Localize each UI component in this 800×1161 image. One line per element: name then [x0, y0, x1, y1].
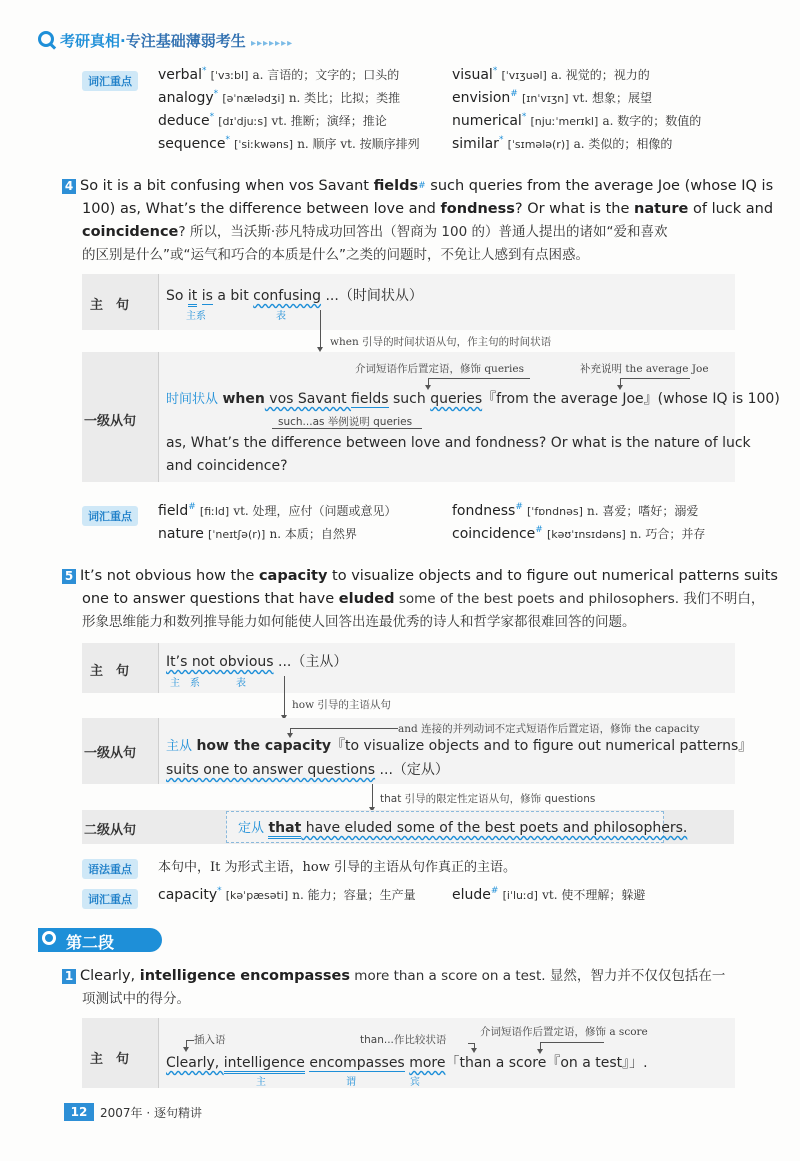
sentence-4: 4 So it is a bit confusing when vos Savant fields# such queries from the average Joe (whose IQ is 100) as, What’s the difference between love and fondness? Or what is the nature of luck and coincidence? 所以，当沃斯·莎凡特成功回答出（智商为 100 的）普通人提出的诸如“爱和喜欢 的区别是什么”或“运气和巧合的本质是什么”之类的问题时，不免让人感到有点困惑。 — [62, 175, 752, 267]
section-title: 第二段 — [38, 928, 162, 952]
level1-clause-label: 一级从句 — [84, 414, 137, 429]
vocab-item: fondness# [ˈfɒndnəs] n. 喜爱；嗜好；溺爱 — [452, 502, 699, 519]
note-that: that 引导的限定性定语从句，修饰 questions — [380, 793, 596, 805]
vocab-badge: 词汇重点 — [82, 888, 138, 909]
main-sub-label: 主 — [256, 1077, 266, 1088]
vocab-item: verbal* [ˈvɜːbl] a. 言语的；文字的；口头的 — [158, 66, 400, 83]
vocab-item: capacity* [kəˈpæsəti] n. 能力；容量；生产量 — [158, 886, 416, 903]
main-sub-label: 主系 — [186, 311, 206, 322]
note-than: than...作比较状语 — [360, 1034, 447, 1046]
main-sub-label: 宾 — [410, 1077, 420, 1088]
vocab-item: elude# [iˈluːd] vt. 使不理解；躲避 — [452, 886, 646, 903]
vocab-item: deduce* [dɪˈdjuːs] vt. 推断；演绎；推论 — [158, 112, 387, 129]
arrows-icon: ▸▸▸▸▸▸▸ — [250, 38, 294, 49]
level2-clause-label: 二级从句 — [84, 823, 137, 838]
main-sub-label: 表 — [236, 678, 246, 689]
main-sub-label: 主 系 — [170, 678, 200, 689]
connector-arrow — [284, 676, 285, 716]
level1-sentence-line2: suits one to answer questions ...（定从） — [166, 762, 449, 778]
vocab-item: nature [ˈneɪtʃə(r)] n. 本质；自然界 — [158, 526, 357, 542]
note-prep: 介词短语作后置定语，修饰 queries — [355, 363, 525, 375]
main-clause-sentence: So it is a bit confusing ...（时间状从） — [166, 285, 423, 305]
main-clause-label: 主 句 — [90, 1052, 130, 1067]
level2-sentence: 定从 that have eluded some of the best poets and philosophers. — [238, 817, 687, 836]
grammar-badge: 语法重点 — [82, 858, 138, 879]
search-logo-icon — [38, 31, 54, 47]
sentence-2-1: 1 Clearly, intelligence encompasses more than a score on a test. 显然，智力并不仅仅包括在一 项测试中的得分。 — [62, 965, 752, 1011]
note-such: such...as 举例说明 queries — [278, 416, 413, 428]
main-clause-label: 主 句 — [90, 298, 130, 313]
note-joe: 补充说明 the average Joe — [580, 363, 709, 375]
note-how: how 引导的主语从句 — [292, 699, 391, 711]
main-sub-label: 表 — [276, 311, 286, 322]
main-clause-sentence: Clearly, intelligence encompasses more「than a score『on a test』」. — [166, 1052, 648, 1072]
header-brand: 考研真相·专注基础薄弱考生 ▸▸▸▸▸▸▸ — [60, 32, 294, 50]
main-clause-label: 主 句 — [90, 664, 130, 679]
note-when: when 引导的时间状语从句，作主句的时间状语 — [330, 336, 552, 348]
level1-clause-label: 一级从句 — [84, 746, 137, 761]
vocab-badge: 词汇重点 — [82, 70, 138, 91]
footer-title: 2007年 · 逐句精讲 — [100, 1106, 202, 1120]
note-insert: 插入语 — [194, 1034, 226, 1046]
vocab-item: numerical* [njuːˈmerɪkl] a. 数字的；数值的 — [452, 112, 702, 129]
vocab-item: analogy* [əˈnælədʒi] n. 类比；比拟；类推 — [158, 89, 401, 106]
sentence-number: 1 — [62, 969, 76, 984]
note-prep: 介词短语作后置定语，修饰 a score — [480, 1026, 648, 1038]
main-sub-label: 谓 — [346, 1077, 356, 1088]
grammar-text: 本句中，It 为形式主语，how 引导的主语从句作真正的主语。 — [158, 860, 516, 875]
level1-sentence-line3: and coincidence? — [166, 458, 288, 474]
vocab-list-right — [452, 502, 752, 548]
vocab-item: envision# [ɪnˈvɪʒn] vt. 想象；展望 — [452, 89, 652, 106]
vocab-badge: 词汇重点 — [82, 505, 138, 526]
search-icon — [42, 931, 56, 945]
vocab-item: sequence* [ˈsiːkwəns] n. 顺序 vt. 按顺序排列 — [158, 135, 420, 152]
note-and: and 连接的并列动词不定式短语作后置定语，修饰 the capacity — [398, 723, 700, 735]
level1-sentence-line1: 主从 how the capacity『to visualize objects and to figure out numerical patterns』 — [166, 738, 753, 754]
vocab-item: visual* [ˈvɪʒuəl] a. 视觉的；视力的 — [452, 66, 650, 83]
level1-sentence-line2: as, What’s the difference between love and fondness? Or what is the nature of luck — [166, 435, 751, 451]
main-clause-sentence: It’s not obvious ...（主从） — [166, 654, 348, 670]
level1-sentence-line1: 时间状从 when vos Savant fields such queries『from the average Joe』(whose IQ is 100) — [166, 391, 780, 407]
sentence-5: 5 It’s not obvious how the capacity to visualize objects and to figure out numerical patterns suits one to answer questions that have eluded some of the best poets and philosophers. 我们不明白， 形象思维能力和数列推导能力如何能使人回答出连最优秀的诗人和哲学家都很难回答的问题。 — [62, 565, 752, 634]
vocab-list-right — [452, 66, 752, 158]
vocab-item: field# [fiːld] vt. 处理，应付（问题或意见） — [158, 502, 397, 519]
vocab-list-left — [158, 66, 458, 158]
sentence-number: 4 — [62, 179, 76, 194]
vocab-item: similar* [ˈsɪmələ(r)] a. 类似的；相像的 — [452, 135, 673, 152]
connector-arrow — [320, 310, 321, 348]
page-number: 12 — [64, 1103, 94, 1121]
sentence-number: 5 — [62, 569, 76, 584]
vocab-list-left — [158, 502, 458, 548]
vocab-item: coincidence# [kəʊˈɪnsɪdəns] n. 巧合；并存 — [452, 525, 706, 542]
connector-arrow — [372, 784, 373, 808]
